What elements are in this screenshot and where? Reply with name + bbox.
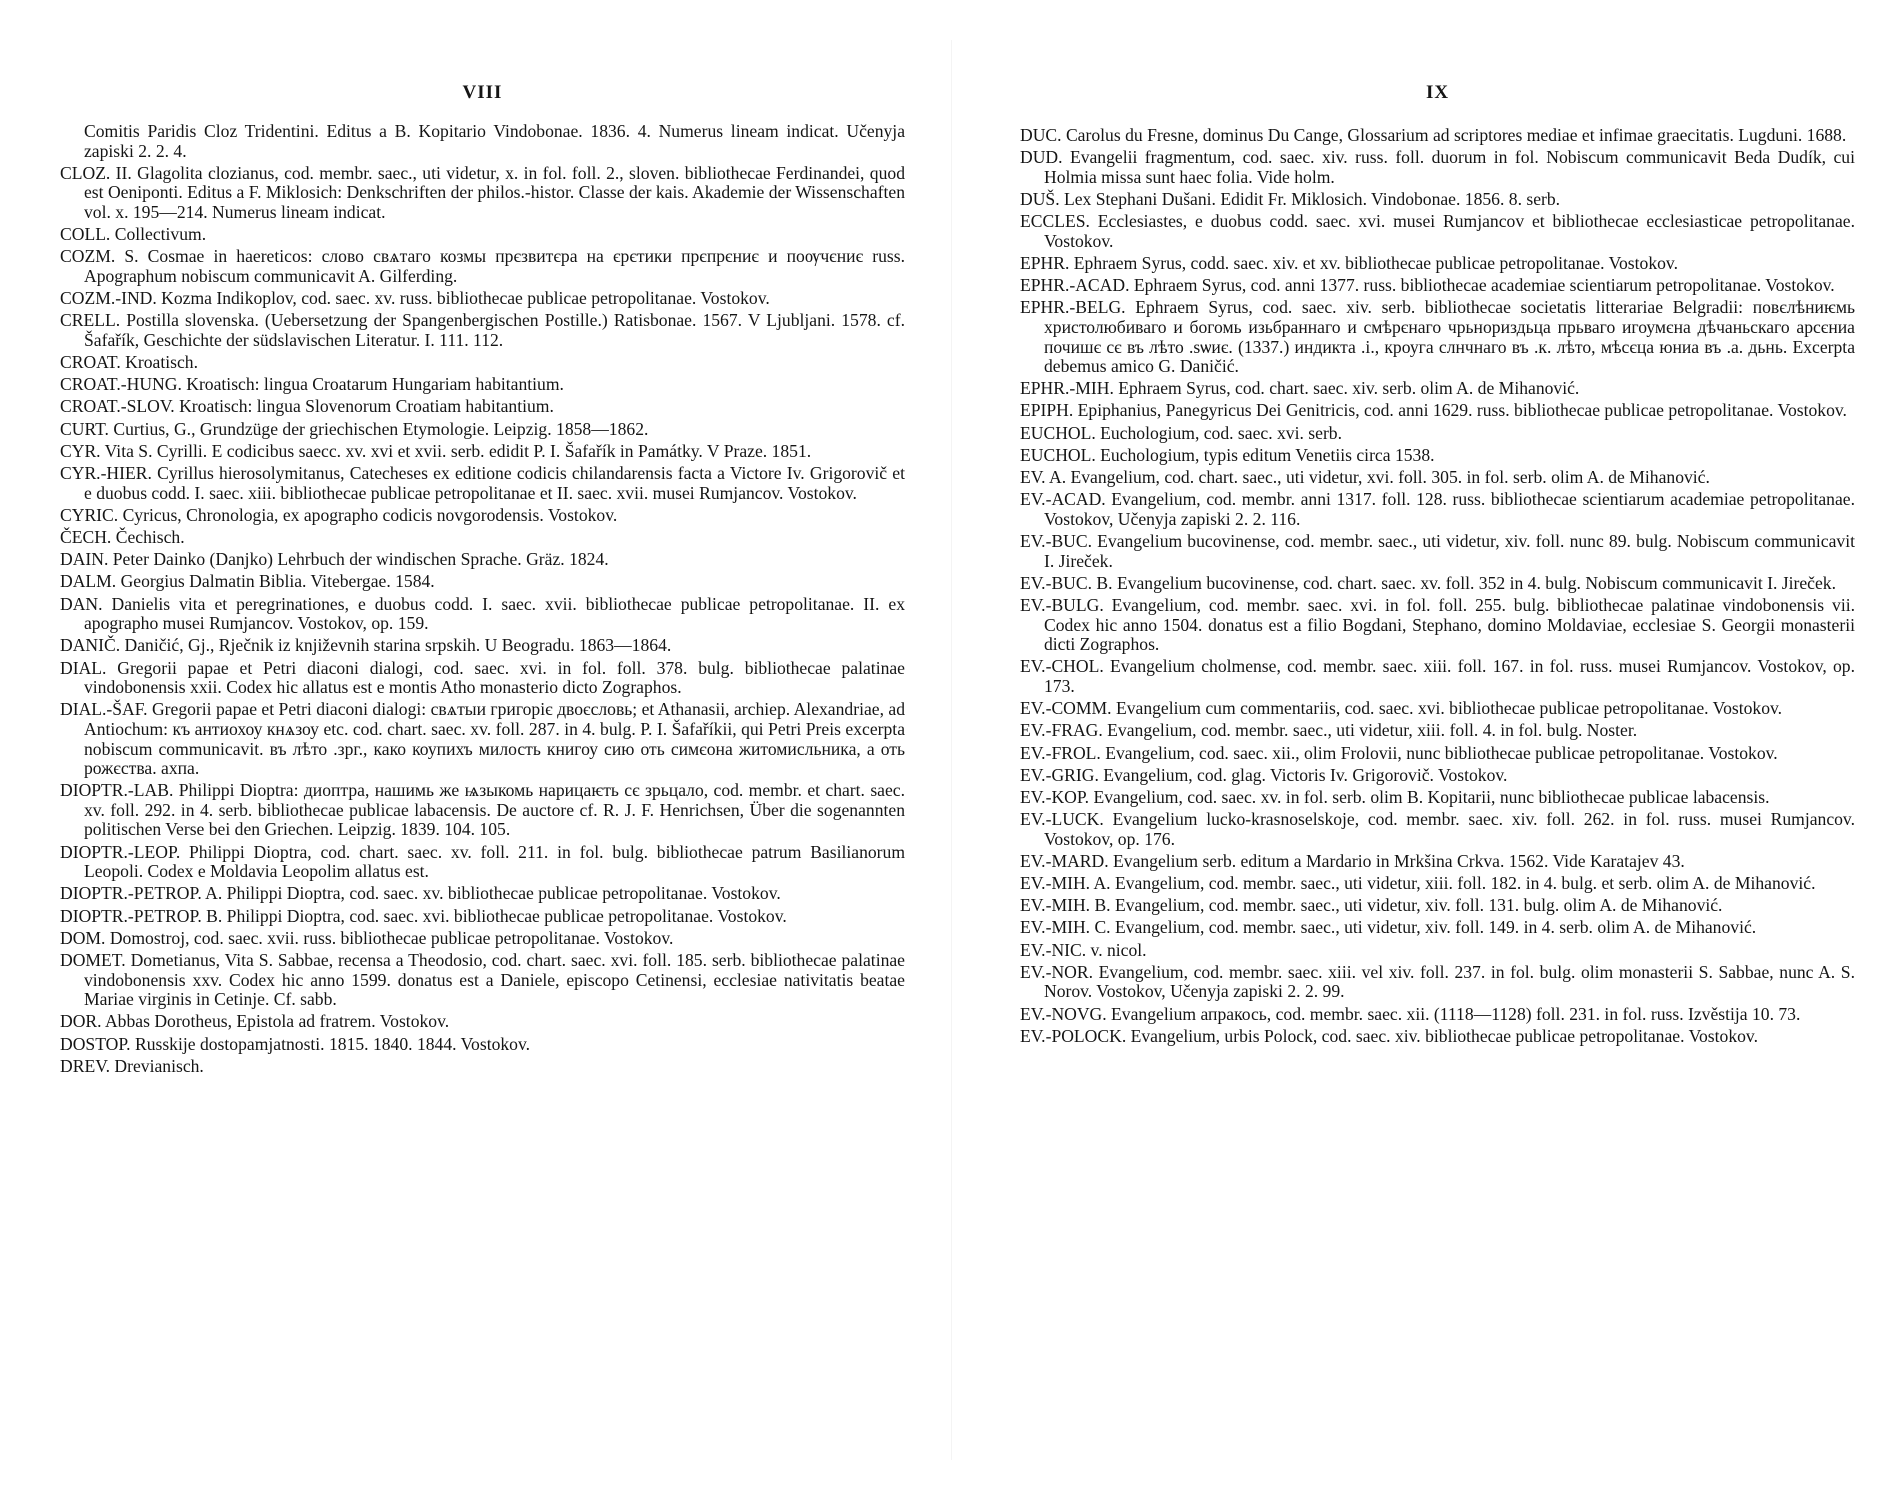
dictionary-entry: EV.-KOP. Evangelium, cod. saec. xv. in fol. serb. olim B. Kopitarii, nunc bibliothecae publicae labacensis.: [1020, 786, 1770, 807]
dictionary-entry: EUCHOL. Euchologium, cod. saec. xvi. serb.: [1020, 422, 1342, 443]
left-entry-list: [60, 122, 905, 1076]
dictionary-entry: DAN. Danielis vita et peregrinationes, e duobus codd. I. saec. xvii. bibliothecae publicae petropolitanae. II. ex apographo musei Rumjancov. Vostokov, op. 159.: [60, 593, 905, 634]
dictionary-entry: ČECH. Čechisch.: [60, 527, 185, 547]
dictionary-entry: CROAT. Kroatisch.: [60, 352, 198, 373]
dictionary-entry: EV. A. Evangelium, cod. chart. saec., uti videtur, xvi. foll. 305. in fol. serb. olim A. de Mihanović.: [1020, 467, 1710, 488]
dictionary-entry: DREV. Drevianisch.: [60, 1055, 204, 1076]
dictionary-entry: DALM. Georgius Dalmatin Biblia. Vitebergae. 1584.: [60, 571, 435, 592]
dictionary-entry: DOM. Domostroj, cod. saec. xvii. russ. bibliothecae publicae petropolitanae. Vostokov.: [60, 927, 674, 948]
dictionary-entry: EV.-POLOCK. Evangelium, urbis Polock, cod. saec. xiv. bibliothecae publicae petropolitanae. Vostokov.: [1020, 1025, 1758, 1046]
dictionary-entry: EV.-NOR. Evangelium, cod. membr. saec. xiii. vel xiv. foll. 237. in fol. bulg. olim monasterii S. Sabbae, nunc A. S. Norov. Vostokov, Učenyja zapiski 2. 2. 99.: [1020, 961, 1855, 1002]
dictionary-entry: CYRIC. Cyricus, Chronologia, ex apographo codicis novgorodensis. Vostokov.: [60, 504, 618, 525]
dictionary-entry: CURT. Curtius, G., Grundzüge der griechischen Etymologie. Leipzig. 1858—1862.: [60, 418, 649, 439]
dictionary-entry: EV.-BUC. Evangelium bucovinense, cod. membr. saec., uti videtur, xiv. foll. nunc 89. bulg. Nobiscum communicavit I. Jireček.: [1020, 531, 1855, 571]
dictionary-entry: DIOPTR.-LAB. Philippi Dioptra: диоптра, нашимь же ѩзыкомь нарицаѥть сє зрьцало, cod. membr. et chart. saec. xv. foll. 292. in 4. serb. bibliothecae publicae labacensis. De auctore cf. R. J. F. Henrichsen, Über die sogenannten politischen Verse bei den Griechen. Leipzig. 1839. 104. 105.: [60, 780, 905, 840]
dictionary-entry: CLOZ. II. Glagolita clozianus, cod. membr. saec., uti videtur, x. in fol. foll. 2., sloven. bibliothecae Ferdinandei, quod est Oeniponti. Editus a F. Miklosich: Denkschriften der philos.-histor. Classe der kais. Akademie der Wissenschaften vol. x. 195—214. Numerus lineam indicat.: [60, 162, 905, 222]
dictionary-entry: DOMET. Dometianus, Vita S. Sabbae, recensa a Theodosio, cod. chart. saec. xvi. foll. 185. serb. bibliothecae palatinae vindobonensis xxv. Codex hic anno 1599. donatus est a Daniele, episcopo Cetinensi, ecclesiae nativitatis beatae Mariae virginis in Cetinje. Cf. sabb.: [60, 950, 905, 1010]
dictionary-entry: COZM. S. Cosmae in haereticos: слово свѧтаго козмы прєзвитєра на єрєтики прєпрєниє и поѹчєниє russ. Apographum nobiscum communicavit A. Gilferding.: [60, 246, 905, 286]
dictionary-entry: DAIN. Peter Dainko (Danjko) Lehrbuch der windischen Sprache. Gräz. 1824.: [60, 549, 609, 570]
dictionary-entry: COLL. Collectivum.: [60, 224, 207, 245]
dictionary-entry: EV.-NOVG. Evangelium апракось, cod. membr. saec. xii. (1118—1128) foll. 231. in fol. russ. Izvěstija 10. 73.: [1020, 1003, 1801, 1024]
dictionary-entry: EV.-MIH. C. Evangelium, cod. membr. saec., uti videtur, xiv. foll. 149. in 4. serb. olim A. de Mihanović.: [1020, 917, 1757, 938]
dictionary-entry: EV.-COMM. Evangelium cum commentariis, cod. saec. xvi. bibliothecae publicae petropolitanae. Vostokov.: [1020, 698, 1783, 719]
dictionary-entry: EPHR.-BELG. Ephraem Syrus, cod. saec. xiv. serb. bibliothecae societatis litterariae Belgradii: повєлѣниѥмь христолюбиваго и богомь изьбраннаго и смѣрєнаго чрьнориздьца прьваго игоумєна дѣчаньскаго арсєниа почишє сє въ лѣто .ѕѡиє. (1337.) индикта .і., кроуга слнчнаго въ .к. лѣто, мѣсєца юниа въ .а. дьнь. Excerpta debemus amico G. Daničić.: [1020, 297, 1855, 377]
dictionary-entry: COZM.-IND. Kozma Indikoplov, cod. saec. xv. russ. bibliothecae publicae petropolitanae. Vostokov.: [60, 288, 770, 309]
dictionary-entry: EV.-GRIG. Evangelium, cod. glag. Victoris Iv. Grigorovič. Vostokov.: [1020, 764, 1508, 785]
dictionary-entry: EUCHOL. Euchologium, typis editum Venetiis circa 1538.: [1020, 444, 1435, 465]
page-number-right: IX: [1425, 82, 1450, 103]
page-number-left: VIII: [462, 82, 503, 103]
dictionary-entry: CYR. Vita S. Cyrilli. E codicibus saecc. xv. xvi et xvii. serb. edidit P. I. Šafařík in Památky. V Praze. 1851.: [60, 440, 812, 461]
left-page: [60, 0, 905, 1500]
dictionary-entry: Comitis Paridis Cloz Tridentini. Editus a B. Kopitario Vindobonae. 1836. 4. Numerus lineam indicat. Učenyja zapiski 2. 2. 4.: [84, 121, 905, 161]
dictionary-entry: EV.-LUCK. Evangelium lucko-krasnoselskoje, cod. membr. saec. xiv. foll. 262. in fol. russ. musei Rumjancov. Vostokov, op. 176.: [1020, 809, 1855, 849]
dictionary-entry: DUC. Carolus du Fresne, dominus Du Cange, Glossarium ad scriptores mediae et infimae graecitatis. Lugduni. 1688.: [1020, 125, 1847, 145]
dictionary-entry: CYR.-HIER. Cyrillus hierosolymitanus, Catecheses ex editione codicis chilandarensis facta a Victore Iv. Grigorovič et e duobus codd. I. saec. xiii. bibliothecae publicae petropolitanae et II. saec. xvii. musei Rumjancov. Vostokov.: [60, 463, 905, 503]
dictionary-entry: EPHR.-MIH. Ephraem Syrus, cod. chart. saec. xiv. serb. olim A. de Mihanović.: [1020, 378, 1580, 399]
dictionary-entry: DUD. Evangelii fragmentum, cod. saec. xiv. russ. foll. duorum in fol. Nobiscum communicavit Beda Dudík, cui Holmia missa sunt haec folia. Vide holm.: [1020, 147, 1855, 187]
dictionary-entry: CROAT.-SLOV. Kroatisch: lingua Slovenorum Croatiam habitantium.: [60, 396, 554, 417]
dictionary-entry: DOSTOP. Russkije dostopamjatnosti. 1815. 1840. 1844. Vostokov.: [60, 1033, 531, 1054]
dictionary-entry: DIOPTR.-LEOP. Philippi Dioptra, cod. chart. saec. xv. foll. 211. in fol. bulg. bibliothecae patrum Basilianorum Leopoli. Codex e Moldavia Leopolim allatus est.: [60, 841, 905, 882]
dictionary-entry: DIAL.-ŠAF. Gregorii papae et Petri diaconi dialogi: свѧтыи григоріє двоєсловь; et Athanasii, archiep. Alexandriae, ad Antiochum: къ антиохоу кнѧзоу etc. cod. chart. saec. xv. foll. 287. in 4. bulg. P. I. Šafaříkii, qui Petri Preis excerpta nobiscum communicavit. въ лѣто .зрг., како коупихъ милость книгоу сию оть симєона житомисльника, а оть рожєства. ахпа.: [60, 699, 905, 779]
dictionary-entry: EV.-FROL. Evangelium, cod. saec. xii., olim Frolovii, nunc bibliothecae publicae petropolitanae. Vostokov.: [1020, 742, 1778, 763]
dictionary-entry: EV.-BUC. B. Evangelium bucovinense, cod. chart. saec. xv. foll. 352 in 4. bulg. Nobiscum communicavit I. Jireček.: [1020, 572, 1836, 593]
dictionary-entry: EV.-MIH. B. Evangelium, cod. membr. saec., uti videtur, xiv. foll. 131. bulg. olim A. de Mihanović.: [1020, 895, 1723, 916]
dictionary-entry: EV.-ACAD. Evangelium, cod. membr. anni 1317. foll. 128. russ. bibliothecae scientiarum academiae petropolitanae. Vostokov, Učenyja zapiski 2. 2. 116.: [1020, 489, 1855, 529]
dictionary-entry: EPIPH. Epiphanius, Panegyricus Dei Genitricis, cod. anni 1629. russ. bibliothecae publicae petropolitanae. Vostokov.: [1020, 400, 1847, 421]
dictionary-entry: CROAT.-HUNG. Kroatisch: lingua Croatarum Hungariam habitantium.: [60, 374, 564, 395]
gutter: [951, 40, 952, 1460]
dictionary-entry: EPHR. Ephraem Syrus, codd. saec. xiv. et xv. bibliothecae publicae petropolitanae. Vostokov.: [1020, 252, 1678, 273]
dictionary-entry: EV.-BULG. Evangelium, cod. membr. saec. xvi. in fol. foll. 255. bulg. bibliothecae palatinae vindobonensis vii. Codex hic anno 1504. donatus est a filio Bogdani, Stephano, domino Moldaviae, ecclesiae S. Georgii monasterii dicti Zographos.: [1020, 594, 1855, 655]
dictionary-entry: EV.-MIH. A. Evangelium, cod. membr. saec., uti videtur, xiii. foll. 182. in 4. bulg. et serb. olim A. de Mihanović.: [1020, 873, 1816, 894]
dictionary-entry: EV.-FRAG. Evangelium, cod. membr. saec., uti videtur, xiii. foll. 4. in fol. bulg. Noster.: [1020, 720, 1638, 741]
dictionary-entry: EV.-MARD. Evangelium serb. editum a Mardario in Mrkšina Crkva. 1562. Vide Karatajev 43.: [1020, 850, 1685, 871]
right-page: [1020, 0, 1855, 1500]
dictionary-entry: DIAL. Gregorii papae et Petri diaconi dialogi, cod. saec. xvi. in fol. foll. 378. bulg. bibliothecae palatinae vindobonensis xxii. Codex hic allatus est e montis Atho monasterio dicto Zographos.: [60, 657, 905, 698]
dictionary-entry: DOR. Abbas Dorotheus, Epistola ad fratrem. Vostokov.: [60, 1011, 450, 1032]
dictionary-entry: DIOPTR.-PETROP. A. Philippi Dioptra, cod. saec. xv. bibliothecae publicae petropolitanae. Vostokov.: [60, 883, 781, 904]
dictionary-entry: EV.-NIC. v. nicol.: [1020, 939, 1147, 960]
right-entry-list: [1020, 126, 1855, 1046]
dictionary-entry: DIOPTR.-PETROP. B. Philippi Dioptra, cod. saec. xvi. bibliothecae publicae petropolitanae. Vostokov.: [60, 905, 787, 926]
dictionary-entry: DUŠ. Lex Stephani Dušani. Edidit Fr. Miklosich. Vindobonae. 1856. 8. serb.: [1020, 188, 1561, 209]
dictionary-entry: CRELL. Postilla slovenska. (Uebersetzung der Spangenbergischen Postille.) Ratisbonae. 1567. V Ljubljani. 1578. cf. Šafařík, Geschichte der südslavischen Literatur. I. 111. 112.: [60, 310, 905, 350]
dictionary-entry: ECCLES. Ecclesiastes, e duobus codd. saec. xvi. musei Rumjancov et bibliothecae ecclesiasticae petropolitanae. Vostokov.: [1020, 211, 1855, 251]
dictionary-entry: DANIČ. Daničić, Gj., Rječnik iz književnih starina srpskih. U Beogradu. 1863—1864.: [60, 635, 672, 656]
dictionary-entry: EV.-CHOL. Evangelium cholmense, cod. membr. saec. xiii. foll. 167. in fol. russ. musei Rumjancov. Vostokov, op. 173.: [1020, 656, 1855, 696]
dictionary-entry: EPHR.-ACAD. Ephraem Syrus, cod. anni 1377. russ. bibliothecae academiae scientiarum petropolitanae. Vostokov.: [1020, 275, 1835, 296]
